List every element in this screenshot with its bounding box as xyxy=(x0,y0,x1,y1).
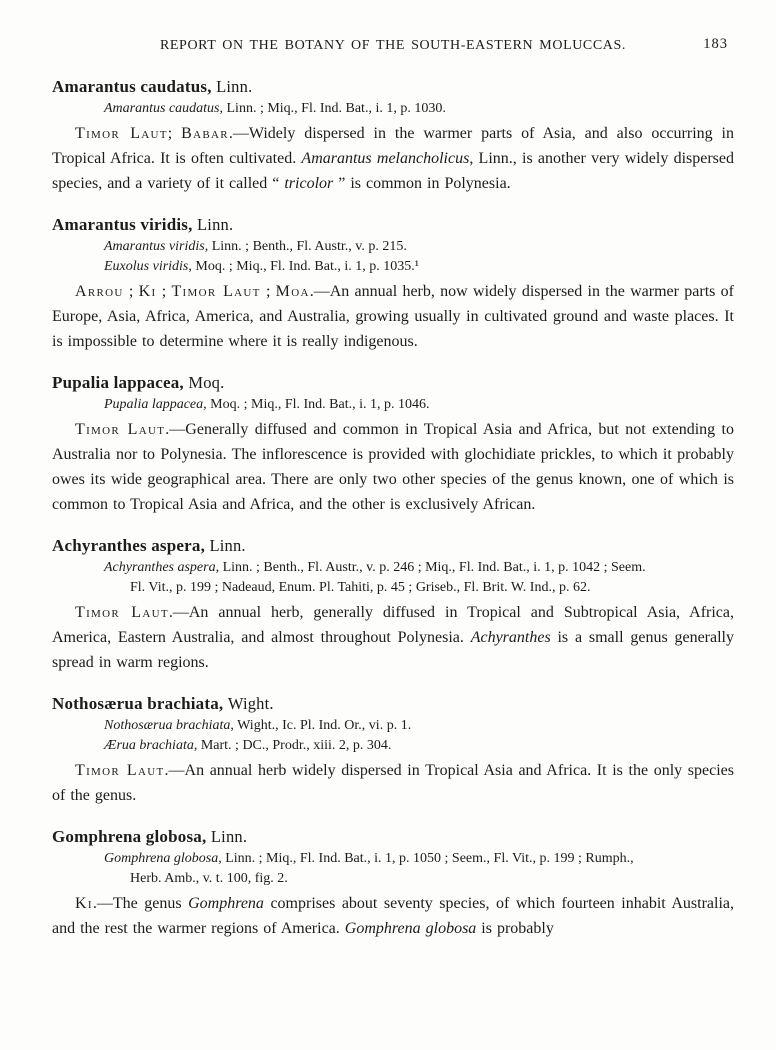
page-number: 183 xyxy=(703,36,728,52)
latin-name-italic: Gomphrena globosa xyxy=(104,851,219,866)
body-text: ; xyxy=(156,283,172,300)
citation-text: , Linn. ; Benth., Fl. Austr., v. p. 215. xyxy=(204,239,407,254)
species-entry xyxy=(52,535,734,675)
species-name: Achyranthes aspera, xyxy=(52,536,206,555)
species-heading xyxy=(52,826,734,847)
species-heading xyxy=(52,693,734,714)
running-title: REPORT ON THE BOTANY OF THE SOUTH-EASTERN MOLUCCAS. xyxy=(159,38,627,53)
locality-smallcaps: Timor Laut xyxy=(75,421,166,438)
locality-smallcaps: Moa xyxy=(275,283,310,300)
locality-smallcaps: Ki xyxy=(75,895,93,912)
species-authority: Linn. xyxy=(197,215,234,234)
latin-name-italic: Euxolus viridis xyxy=(104,259,189,274)
citation-text: , Moq. ; Miq., Fl. Ind. Bat., i. 1, p. 1046. xyxy=(203,397,430,412)
body-text: ; xyxy=(123,283,139,300)
synonym-citations xyxy=(52,237,734,277)
citation-text: , Wight., Ic. Pl. Ind. Or., vi. p. 1. xyxy=(230,718,412,733)
species-authority: Linn. xyxy=(216,77,253,96)
synonym-line xyxy=(104,578,734,598)
species-entry xyxy=(52,214,734,354)
locality-smallcaps: Timor Laut xyxy=(171,283,261,300)
species-heading xyxy=(52,214,734,235)
species-name: Pupalia lappacea, xyxy=(52,373,184,392)
citation-text: , Mart. ; DC., Prodr., xiii. 2, p. 304. xyxy=(193,738,392,753)
body-text: is probably xyxy=(476,920,554,937)
species-name: Nothosærua brachiata, xyxy=(52,694,224,713)
body-text: .—An annual herb widely dispersed in Tropical Asia and Africa. It is the only species of the genus. xyxy=(52,762,734,804)
species-entry xyxy=(52,372,734,517)
entry-paragraph xyxy=(52,600,734,675)
synonym-line xyxy=(104,257,734,277)
latin-name-italic: Amarantus viridis xyxy=(104,239,205,254)
latin-name-italic: Gomphrena globosa xyxy=(344,920,477,937)
page-header xyxy=(52,36,734,56)
synonym-line xyxy=(104,736,734,756)
entry-paragraph xyxy=(52,891,734,941)
latin-name-italic: Achyranthes xyxy=(470,629,551,646)
body-text: ” is common in Polynesia. xyxy=(333,175,511,192)
species-name: Amarantus caudatus, xyxy=(52,77,212,96)
species-name: Gomphrena globosa, xyxy=(52,827,207,846)
latin-name-italic: tricolor xyxy=(284,175,334,192)
species-entry xyxy=(52,826,734,941)
synonym-citations xyxy=(52,716,734,756)
latin-name-italic: Amarantus caudatus xyxy=(104,101,220,116)
entry-paragraph xyxy=(52,758,734,808)
locality-smallcaps: Timor Laut xyxy=(75,762,165,779)
synonym-citations xyxy=(52,99,734,119)
citation-text: , Linn. ; Miq., Fl. Ind. Bat., i. 1, p. 1050 ; Seem., Fl. Vit., p. 199 ; Rumph., xyxy=(218,851,634,866)
latin-name-italic: Achyranthes aspera xyxy=(104,560,216,575)
species-heading xyxy=(52,76,734,97)
synonym-line xyxy=(104,395,734,415)
synonym-line xyxy=(104,849,734,869)
synonym-citations xyxy=(52,849,734,889)
citation-text: Fl. Vit., p. 199 ; Nadeaud, Enum. Pl. Tahiti, p. 45 ; Griseb., Fl. Brit. W. Ind., p. 62. xyxy=(130,580,591,595)
body-text: .—Generally diffused and common in Tropical Asia and Africa, but not extending to Australia nor to Polynesia. The inflorescence is provided with glochidiate prickles, to which it probably owes its wide geographical area. There are only two other species of the genus known, one of which is common to Tropical Asia and Africa, and the other is exclusively African. xyxy=(52,421,734,513)
synonym-line xyxy=(104,99,734,119)
body-text: , Linn., is another very widely dispersed species, and a variety of it called “ xyxy=(52,150,734,192)
body-text: .—Widely dispersed in the warmer parts of Asia, and also occurring in Tropical Africa. It is often cultivated. xyxy=(52,125,734,167)
entries-container xyxy=(52,76,734,941)
latin-name-italic: Amarantus melancholicus xyxy=(301,150,470,167)
citation-text: Herb. Amb., v. t. 100, fig. 2. xyxy=(130,871,288,886)
body-text: .—An annual herb, generally diffused in Tropical and Subtropical Asia, Africa, America, Eastern Australia, and almost throughout Polynesia. xyxy=(52,604,734,646)
citation-text: , Linn. ; Benth., Fl. Austr., v. p. 246 ; Miq., Fl. Ind. Bat., i. 1, p. 1042 ; Seem. xyxy=(215,560,646,575)
synonym-citations xyxy=(52,558,734,598)
latin-name-italic: Pupalia lappacea xyxy=(104,397,204,412)
locality-smallcaps: Ki xyxy=(138,283,157,300)
species-heading xyxy=(52,372,734,393)
body-text: .—An annual herb, now widely dispersed in the warmer parts of Europe, Asia, Africa, America, and Australia, growing usually in cultivated ground and waste places. It is impossible to determine where it is really indigenous. xyxy=(52,283,734,350)
species-authority: Linn. xyxy=(210,827,248,846)
species-entry xyxy=(52,693,734,808)
synonym-line xyxy=(104,869,734,889)
body-text: comprises about seventy species, of which fourteen inhabit Australia, and the rest the warmer regions of America. xyxy=(52,895,735,937)
entry-paragraph xyxy=(52,417,734,517)
synonym-citations xyxy=(52,395,734,415)
entry-paragraph xyxy=(52,121,734,196)
species-heading xyxy=(52,535,734,556)
species-name: Amarantus viridis, xyxy=(52,215,193,234)
body-text: ; xyxy=(260,283,276,300)
latin-name-italic: Gomphrena xyxy=(188,895,264,912)
synonym-line xyxy=(104,237,734,257)
locality-smallcaps: Timor Laut xyxy=(75,604,169,621)
synonym-line xyxy=(104,716,734,736)
species-authority: Linn. xyxy=(209,536,246,555)
species-entry xyxy=(52,76,734,196)
body-text: is a small genus generally spread in warm regions. xyxy=(52,629,734,671)
species-authority: Wight. xyxy=(227,694,274,713)
locality-smallcaps: Arrou xyxy=(75,283,124,300)
citation-text: , Linn. ; Miq., Fl. Ind. Bat., i. 1, p. 1030. xyxy=(219,101,446,116)
synonym-line xyxy=(104,558,734,578)
citation-text: , Moq. ; Miq., Fl. Ind. Bat., i. 1, p. 1035.¹ xyxy=(188,259,419,274)
latin-name-italic: Nothosærua brachiata xyxy=(104,718,231,733)
latin-name-italic: Ærua brachiata xyxy=(104,738,194,753)
species-authority: Moq. xyxy=(188,373,225,392)
entry-paragraph xyxy=(52,279,734,354)
body-text: ; xyxy=(167,125,182,142)
locality-smallcaps: Babar xyxy=(181,125,229,142)
locality-smallcaps: Timor Laut xyxy=(75,125,168,142)
body-text: .—The genus xyxy=(92,895,189,912)
